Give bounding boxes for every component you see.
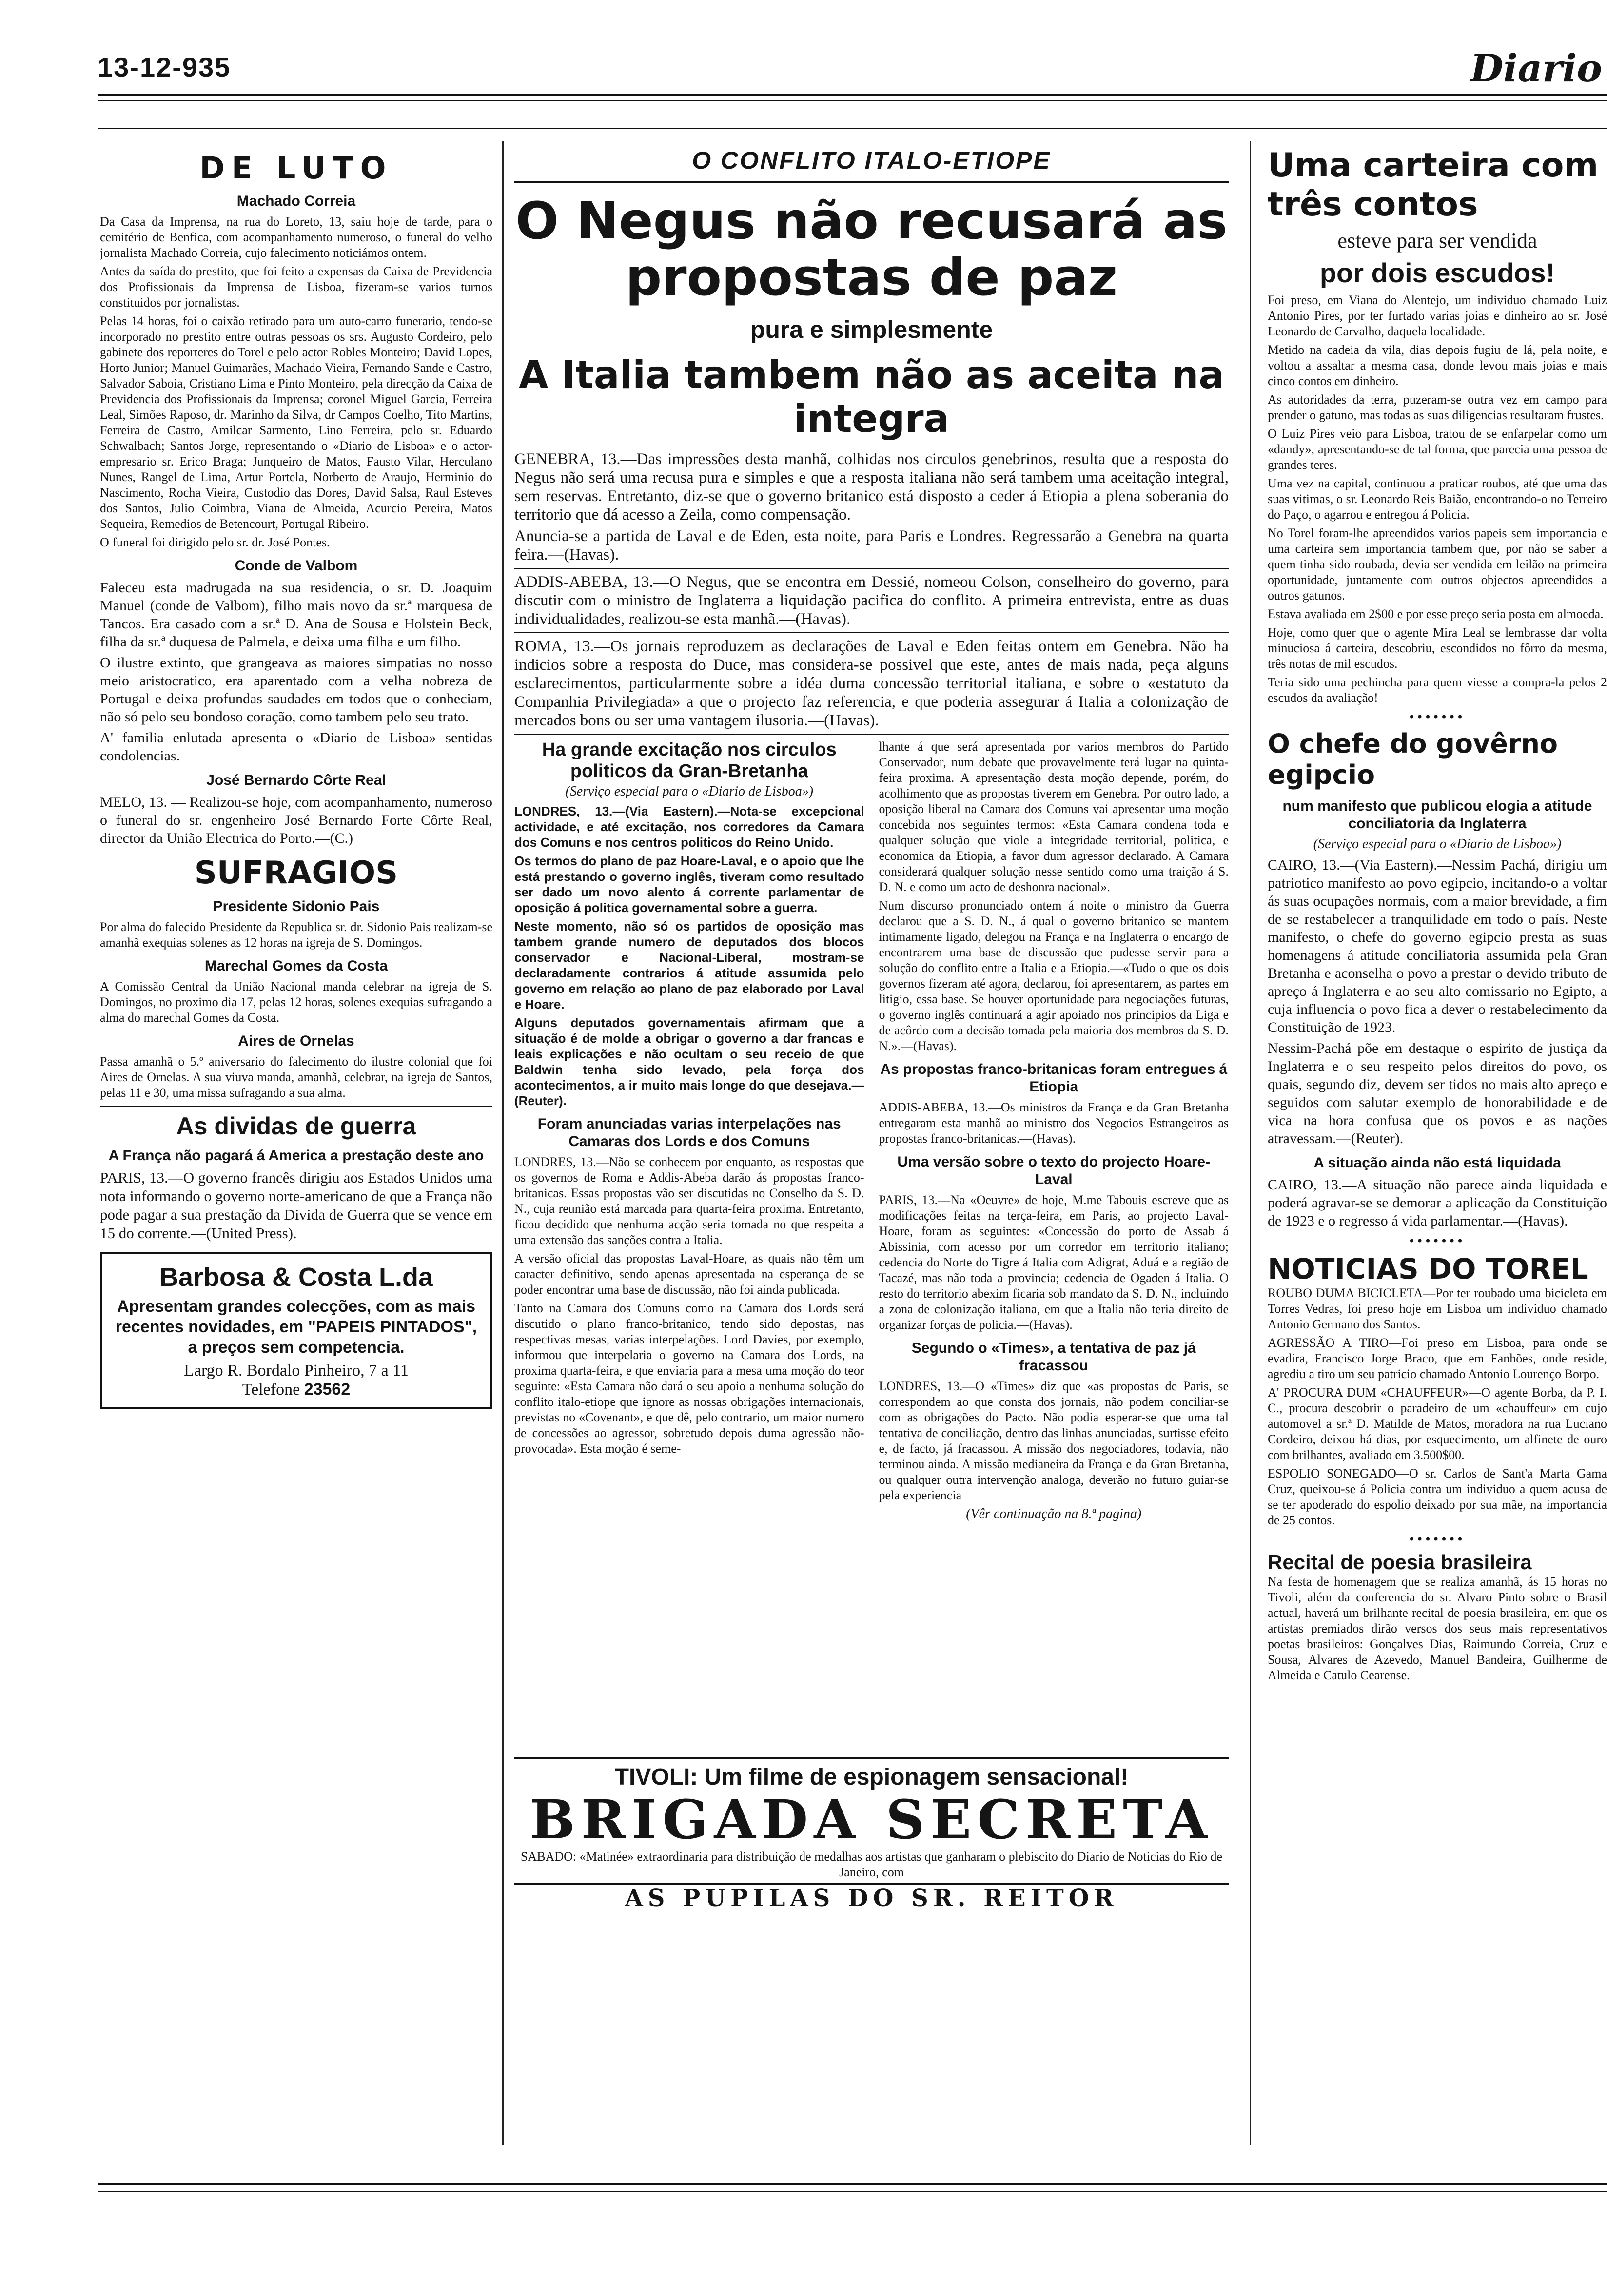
cont-p1: lhante á que será apresentada por varios membros do Partido Conservador, num debate que provavelmente terá lugar na quinta-feira proxima. A apresentação desta moção depende, porém, do acolhimento que as propostas tiverem em Genebra. Por outro lado, a oposição liberal na Camara dos Comuns vai apresentar uma moção concebida nos seguintes termos: «Esta Camara condena toda e qualquer solução que viole a integridade territorial, politica, e economica da Etiopia, a favor dum agressor declarado. A Camara considerará qualquer solução nesse sentido como uma traição á S. D. N. e como um acto de deshonra nacional». — [879, 739, 1229, 894]
carteira-sub: esteve para ser vendida — [1337, 229, 1537, 253]
egipcio-p1: CAIRO, 13.—(Via Eastern).—Nessim Pachá, dirigiu um patriotico manifesto ao povo egipcio, incitando-o a voltar ás suas ocupações normais, com a maior brevidade, a fim de se restabelecer a tranquilidade em todo o país. Neste manifesto, o chefe do governo egipcio presta as suas homenagens á atitude conciliatoria assumida pela Gran Bretanha e aconselha o povo a prestar o devido tributo de apreço á Inglaterra e ao seu alto comissario no Egipto, a cuja influencia o povo fica a dever o restabelecimento da Constituição de 1923. — [1268, 857, 1607, 1035]
torel-p3: A' PROCURA DUM «CHAUFFEUR»—O agente Borba, da P. I. C., procura descobrir o paradeiro de um «chauffeur» em cujo automovel a sr.ª D. Matilde de Matos, moradora na rua Luciano Cordeiro, deixou há dias, por esquecimento, um alfinete de ouro com brilhantes, avaliado em 3.500$00. — [1268, 1385, 1607, 1462]
de-luto-p5: Faleceu esta madrugada na sua residencia, o sr. D. Joaquim Manuel (conde de Valbom), filho mais novo da sr.ª marquesa de Tancos. Era casado com a sr.ª D. Ana de Sousa e Holstein Beck, filha da sr.ª duquesa de Palmela, e deixa uma filha e um filho. — [100, 580, 492, 650]
de-luto-p6: O ilustre extinto, que grangeava as maiores simpatias no nosso meio aristocratico, era aparentado com a velha nobreza de Portugal e deixa profundas saudades em todos que o conheciam, não só pelo seu bondoso coração, como tambem pelo seu trato. — [100, 655, 492, 725]
carteira-p8: Hoje, como quer que o agente Mira Leal se lembrasse dar volta minuciosa á carteira, descobriu, escondidos no fôrro da mesma, três notas de mil escudos. — [1268, 625, 1607, 671]
de-luto-p8: MELO, 13. — Realizou-se hoje, com acompanhamento, numeroso o funeral do sr. engenheiro José Bernardo Forte Côrte Real, director da União Electrica do Porto.—(C.) — [100, 794, 492, 846]
de-luto-title: DE LUTO — [199, 150, 393, 186]
cont-sub-2: Uma versão sobre o texto do projecto Hoare-Laval — [897, 1154, 1211, 1187]
conflict-kicker: O CONFLITO ITALO-ETIOPE — [692, 147, 1051, 174]
torel-title: NOTICIAS DO TOREL — [1268, 1252, 1588, 1285]
sufragios-sub-3: Aires de Ornelas — [238, 1033, 354, 1049]
recital-title: Recital de poesia brasileira — [1268, 1551, 1532, 1574]
main-subhead: pura e simplesmente — [750, 316, 993, 343]
carteira-p4: O Luiz Pires veio para Lisboa, tratou de se enfarpelar como um «dandy», apresentando-se de tal forma, que parecia uma pessoa de grandes teres. — [1268, 427, 1607, 472]
tivoli-line1: TIVOLI: Um filme de espionagem sensacional! — [614, 1764, 1129, 1790]
ad-barbosa-address: Largo R. Bordalo Pinheiro, 7 a 11 — [184, 1362, 409, 1380]
column-divider-2 — [1250, 141, 1251, 2145]
top-rule-thin — [98, 100, 1607, 101]
right-column: Uma carteira com três contos esteve para ser vendida por dois escudos! Foi preso, em Viana do Alentejo, um individuo chamado Luiz Antonio Pires, por ter furtado varias joias e dinheiro ao sr. José Leonardo de Carvalho, daquela localidade. Metido na cadeia da vila, dias depois fugiu de lá, pela noite, e voltou a assaltar a mesma casa, donde levou mais joias e mais cinco contos em dinheiro. As autoridades da terra, puzeram-se outra vez em campo para prender o gatuno, mas todas as suas diligencias resultaram frustes. O Luiz Pires veio para Lisboa, tratou de se enfarpelar como um «dandy», apresentando-se de tal forma, que parecia uma pessoa de grandes teres. Uma vez na capital, continuou a praticar roubos, até que uma das suas vitimas, o sr. Leonardo Reis Baião, encontrando-o no Terreiro do Paço, o agarrou e entregou á Policia. No Torel foram-lhe apreendidos varios papeis sem importancia e uma carteira sem importancia tambem que, por não se saber a quem tinha sido roubada, devia ser vendida em leilão na primeira oportunidade, juntamente com outros objectos apreendidos a outros gatunos. Estava avaliada em 2$00 e por esse preço seria posta em almoeda. Hoje, como quer que o agente Mira Leal se lembrasse dar volta minuciosa á carteira, descobriu, escondidos no fôrro da mesma, três notas de mil escudos. Teria sido uma pechincha para quem viesse a compra-la pelos 2 escudos da avaliação! ••••••• O chefe do govêrno egipcio num manifesto que publicou elogia a atitude conciliatoria da Inglaterra (Serviço especial para o «Diario de Lisboa») CAIRO, 13.—(Via Eastern).—Nessim Pachá, dirigiu um patriotico manifesto ao povo egipcio, incitando-o a voltar ás suas ocupações normais, com a maior brevidade, a fim de se restabelecer a tranquilidade em todo o país. Neste manifesto, o chefe do governo egipcio presta as suas homenagens á atitude conciliatoria assumida pela Gran Bretanha e aconselha o povo a prestar o devido tributo de apreço á Inglaterra e ao seu alto comissario no Egipto, a cuja influencia o povo fica a dever o restabelecimento da Constituição de 1923. Nessim-Pachá põe em destaque o espirito de justiça da Inglaterra e o seu respeito pelos direitos do povo, os quais, segundo diz, devem ser tidos no mais alto apreço e seguidos com salutar exemplo de honorabilidade e de vica na hora confusa que os povos e as nações atravessam.—(Reuter). A situação ainda não está liquidada CAIRO, 13.—A situação não parece ainda liquidada e poderá agravar-se se demorar a aplicação da Constituição de 1923 e o regresso á vida parlamentar.—(Havas). ••••••• NOTICIAS DO TOREL ROUBO DUMA BICICLETA—Por ter roubado uma bicicleta em Torres Vedras, foi preso hoje em Lisboa um individuo chamado Antonio Germano dos Santos. AGRESSÃO A TIRO—Foi preso em Lisboa, para onde se evadira, Francisco Jorge Braco, que em Fanhões, onde reside, agrediu a tiro um seu patricio chamado Antonio Lourenço Borpo. A' PROCURA DUM «CHAUFFEUR»—O agente Borba, da P. I. C., procura descobrir o paradeiro de um «chauffeur» em cujo automovel a sr.ª D. Matilde de Matos, moradora na rua Luciano Cordeiro, deixou há dias, por esquecimento, um alfinete de ouro com brilhantes, avaliado em 3.500$00. ESPOLIO SONEGADO—O sr. Carlos de Sant'a Marta Gama Cruz, queixou-se á Policia contra um individuo a quem acusa de se ter apoderado do espolio deixado por sua mãe, na importancia de 25 contos. ••••••• Recital de poesia brasileira Na festa de homenagem que se realiza amanhã, ás 15 horas no Tivoli, além da conferencia do sr. Alvaro Pinto sobre o Brasil actual, haverá um brilhante recital de poesia brasileira, em que os artistas premiados dirão versos dos seus mais representativos poetas brasileiros: Gonçalves Dias, Raimundo Correia, Cruz e Sousa, Alvares de Azevedo, Manuel Bandeira, Guilherme de Almeida e Catulo Cearense. — [1268, 146, 1607, 1682]
de-luto-p2: Antes da saída do prestito, que foi feito a expensas da Caixa de Previdencia dos Profissionais da Imprensa de Lisboa, fizeram-se varios turnos constituidos por jornalistas. — [100, 264, 492, 310]
egipcio-p3: CAIRO, 13.—A situação não parece ainda liquidada e poderá agravar-se se demorar a aplicação da Constituição de 1923 e o regresso á vida parlamentar.—(Havas). — [1268, 1177, 1607, 1229]
carteira-p6: No Torel foram-lhe apreendidos varios papeis sem importancia e uma carteira sem importancia tambem que, por não se saber a quem tinha sido roubada, devia ser vendida em leilão na primeira oportunidade, juntamente com outros objectos apreendidos a outros gatunos. — [1268, 526, 1607, 603]
sufragios-p3: Passa amanhã o 5.º aniversario do falecimento do ilustre colonial que foi Aires de Ornelas. A sua viuva manda, amanhã, celebrar, na igreja de Santos, pelas 11 e 30, uma missa sufragando a sua alma. — [100, 1054, 492, 1100]
ad-barbosa-phone-label: Telefone — [242, 1381, 300, 1399]
uk-p4: Alguns deputados governamentais afirmam que a situação é de molde a obrigar o governo a dar francas e leais explicações e não ocultam o seu receio de que Baldwin tenha sido levado, pela força dos acontecimentos, a ir muito mais longe do que desejava.—(Reuter). — [514, 1015, 864, 1108]
recital-p1: Na festa de homenagem que se realiza amanhã, ás 15 horas no Tivoli, além da conferencia do sr. Alvaro Pinto sobre o Brasil actual, haverá um brilhante recital de poesia brasileira, em que os artistas premiados dirão versos dos seus mais representativos poetas brasileiros: Gonçalves Dias, Raimundo Correia, Cruz e Sousa, Alvares de Azevedo, Manuel Bandeira, Guilherme de Almeida e Catulo Cearense. — [1268, 1575, 1607, 1682]
egipcio-sub: num manifesto que publicou elogia a atitude conciliatoria da Inglaterra — [1282, 798, 1592, 832]
egipcio-title: O chefe do govêrno egipcio — [1268, 728, 1558, 790]
de-luto-p3: Pelas 14 horas, foi o caixão retirado para um auto-carro funerario, tendo-se incorporado no prestito entre outras pessoas os srs. Augusto Cordeiro, pelo gabinete dos reporteres do Torel e pelo actor Robles Monteiro; David Lopes, Horto Junior; Manuel Guimarães, Machado Vieira, Fernando Sande e Castro, Salvador Saboia, Cristiano Lima e Pinto Monteiro, pela direcção da Caixa de Previdencia dos Profissionais da Imprensa; coronel Miguel Garcia, Ferreira Leal, Simões Raposo, dr. Marinho da Silva, dr Campos Coelho, Tito Martins, Ferreira de Castro, Amilcar Sarmento, Lino Ferreira, pelo sr. Eduardo Schwalbach; Santos Jorge, representando o «Diario de Lisboa» e o actor-empresario sr. Erico Braga; Junqueiro de Matos, Fausto Vilar, Herculano Nunes, Rangel de Lima, Artur Portela, Norberto de Araujo, Herminio do Nascimento, Rocha Vieira, Custodio das Dores, David Salsa, Raul Esteves dos Santos, Julio Coimbra, Viana de Almeida, Acurcio Pereira, Matos Sequeira, Remedios de Betencourt, Portugal Ribeiro. — [100, 314, 492, 531]
de-luto-sub-2: Conde de Valbom — [235, 558, 358, 574]
dividas-sub: A França não pagará á America a prestação deste ano — [108, 1148, 484, 1164]
ad-barbosa-line: Apresentam grandes colecções, com as mais recentes novidades, em "PAPEIS PINTADOS", a preços sem competencia. — [115, 1297, 477, 1357]
uk-p2: Os termos do plano de paz Hoare-Laval, e o apoio que lhe está prestando o governo inglês, tiveram como resultado ser dado um novo alento á corrente parlamentar de oposição á politica governamental sobre a guerra. — [514, 854, 864, 915]
egipcio-p2: Nessim-Pachá põe em destaque o espirito de justiça da Inglaterra e o seu respeito pelos direitos do povo, os quais, segundo diz, devem ser tidos no mais alto apreço e seguidos com salutar exemplo de honorabilidade e de vica na hora confusa que os povos e as nações atravessam.—(Reuter). — [1268, 1040, 1607, 1147]
tivoli-line2: SABADO: «Matinée» extraordinaria para distribuição de medalhas aos artistas que ganharam o plebiscito do Diario de Noticias do Rio de Janeiro, com — [521, 1849, 1222, 1879]
article-continuation-column — [879, 739, 1229, 1753]
torel-p1: ROUBO DUMA BICICLETA—Por ter roubado uma bicicleta em Torres Vedras, foi preso hoje em Lisboa um individuo chamado Antonio Germano dos Santos. — [1268, 1286, 1607, 1331]
article-uk-column — [514, 739, 864, 1753]
continued-note: (Vêr continuação na 8.ª pagina) — [966, 1506, 1142, 1521]
cont-p5: LONDRES, 13.—O «Times» diz que «as propostas de Paris, se correspondem ao que consta dos jornais, não podem conciliar-se com as obrigações do Pacto. Não podia esperar-se que uma tal tentativa de conciliação, dentro das linhas anunciadas, surtisse efeito e, de facto, já fracassou. A missão dos negociadores, todavia, não terminou ainda. A missão medianeira da França e da Gran Bretanha, ou qualquer outra intervenção analoga, deverão no futuro guiar-se pela experiencia — [879, 1379, 1229, 1502]
torel-p4: ESPOLIO SONEGADO—O sr. Carlos de Sant'a Marta Gama Cruz, queixou-se á Policia contra um individuo a quem acusa de se ter apoderado do espolio deixado por sua mãe, na importancia de 25 contos. — [1268, 1466, 1607, 1527]
tivoli-title: BRIGADA SECRETA — [529, 1788, 1214, 1851]
uk-p3: Neste momento, não só os partidos de oposição mas tambem grande numero de deputados dos blocos conservador e Nacional-Liberal, mostram-se declaradamente contrarios á atitude assumida pelo governo em relação ao plano de paz elaborado por Laval e Hoare. — [514, 919, 864, 1012]
de-luto-sub-3: José Bernardo Côrte Real — [206, 772, 386, 788]
bottom-rule — [98, 2183, 1607, 2185]
ad-barbosa — [100, 1252, 492, 1409]
carteira-p3: As autoridades da terra, puzeram-se outra vez em campo para prender o gatuno, mas todas as suas diligencias resultaram frustes. — [1268, 392, 1607, 422]
sufragios-p2: A Comissão Central da União Nacional manda celebrar na igreja de S. Domingos, no proximo dia 17, pelas 12 horas, solenes exequias sufragando a alma do marechal Gomes da Costa. — [100, 979, 492, 1025]
left-column — [100, 146, 492, 2125]
ad-barbosa-name: Barbosa & Costa L.da — [159, 1263, 433, 1292]
dividas-p1: PARIS, 13.—O governo francês dirigiu aos Estados Unidos uma nota informando o governo norte-americano de que a França não pode pagar a sua prestação da Divida de Guerra que se vence em 15 do corrente.—(United Press). — [100, 1169, 492, 1242]
ad-tivoli — [514, 1764, 1229, 1912]
main-p1: GENEBRA, 13.—Das impressões desta manhã, colhidas nos circulos genebrinos, resulta que a resposta do Negus não será uma recusa pura e simples e que a resposta italiana não será tambem uma aceitação integral, sem reservas. Entretanto, diz-se que o governo britanico está disposto a ceder á Etiopia a plena soberania do territorio que dá acesso a Zeila, como compensação. — [514, 450, 1229, 524]
de-luto-sub-1: Machado Correia — [236, 193, 356, 209]
carteira-p1: Foi preso, em Viana do Alentejo, um individuo chamado Luiz Antonio Pires, por ter furtado varias joias e dinheiro ao sr. José Leonardo de Carvalho, daquela localidade. — [1268, 293, 1607, 338]
uk-title: Ha grande excitação nos circulos politicos da Gran-Bretanha — [542, 739, 837, 781]
cont-p3: ADDIS-ABEBA, 13.—Os ministros da França e da Gran Bretanha entregaram esta manhã ao ministro dos Negocios Estrangeiros as propostas franco-britanicas.—(Havas). — [879, 1100, 1229, 1146]
page-date: 13-12-935 — [98, 52, 231, 82]
sufragios-title: SUFRAGIOS — [194, 855, 398, 891]
cont-sub-3: Segundo o «Times», a tentativa de paz já fracassou — [911, 1340, 1196, 1374]
main-p4: ROMA, 13.—Os jornais reproduzem as declarações de Laval e Eden feitas ontem em Genebra. Não ha indicios sobre a resposta do Duce, mas considera-se possivel que este, antes de mais nada, peça alguns esclarecimentos, particularmente sobre a idéa duma concessão territorial italiana, e sobre o «estatuto da Companhia Privilegiada» a que o projecto faz referencia, e que poderia assegurar á Italia a colonização de mercados bons ou ser uma vantagem ilusoria.—(Havas). — [514, 638, 1229, 729]
uk-sub-2: Foram anunciadas varias interpelações nas Camaras dos Lords e dos Comuns — [537, 1116, 841, 1149]
bottom-rule-thin — [98, 2191, 1607, 2192]
masthead: Diario — [1470, 46, 1602, 91]
egipcio-sub-2: A situação ainda não está liquidada — [1313, 1155, 1561, 1171]
carteira-p2: Metido na cadeia da vila, dias depois fugiu de lá, pela noite, e voltou a assaltar a mesma casa, donde levou mais joias e mais cinco contos em dinheiro. — [1268, 343, 1607, 388]
tivoli-line3: AS PUPILAS DO SR. REITOR — [514, 1883, 1229, 1912]
carteira-title: Uma carteira com três contos — [1268, 146, 1599, 224]
egipcio-service: (Serviço especial para o «Diario de Lisboa») — [1313, 837, 1562, 852]
uk-p1: LONDRES, 13.—(Via Eastern).—Nota-se excepcional actividade, e até excitação, nos corredores da Camara dos Comuns e nos centros politicos do Reino Unido. — [514, 804, 864, 850]
torel-p2: AGRESSÃO A TIRO—Foi preso em Lisboa, para onde se evadira, Francisco Jorge Braco, que em Fanhões, onde reside, agrediu a tiro um seu patricio chamado Antonio Lourenço Borpo. — [1268, 1336, 1607, 1381]
de-luto-p7: A' familia enlutada apresenta o «Diario de Lisboa» sentidas condolencias. — [100, 730, 492, 764]
uk-p6: A versão oficial das propostas Laval-Hoare, as quais não têm um caracter definitivo, sendo apenas apresentada na esperança de se poder encontrar uma base de discussão, não foi ainda publicada. — [514, 1251, 864, 1297]
carteira-p9: Teria sido uma pechincha para quem viesse a compra-la pelos 2 escudos da avaliação! — [1268, 675, 1607, 705]
sufragios-p1: Por alma do falecido Presidente da Republica sr. dr. Sidonio Pais realizam-se amanhã exequias solenes as 12 horas na igreja de S. Domingos. — [100, 920, 492, 950]
carteira-p7: Estava avaliada em 2$00 e por esse preço seria posta em almoeda. — [1268, 607, 1604, 621]
center-column — [514, 146, 1229, 2155]
uk-p7: Tanto na Camara dos Comuns como na Camara dos Lords será discutido o plano franco-britanico, tendo sido depostas, nas respectivas mesas, varias interpelações. Lord Davies, por exemplo, informou que interpelaria o governo na Camara dos Lords, na proxima quarta-feira, e que enviaria para a mesa uma moção do teor seguinte: «Esta Camara não dará o seu apoio a nenhuma solução do conflito italo-etiope que ignore as nossas obrigações internacionais, previstas no «Covenant», e que dê, pelo contrario, um maior numero de concessões ao agressor, sobretudo depois duma agressão não-provocada». Esta moção é seme- — [514, 1301, 864, 1456]
sufragios-sub-1: Presidente Sidonio Pais — [213, 898, 380, 915]
column-divider-1 — [502, 141, 504, 2145]
headline-2: A Italia tambem não as aceita na integra — [519, 353, 1224, 441]
de-luto-p1: Da Casa da Imprensa, na rua do Loreto, 13, saiu hoje de tarde, para o cemitério de Benfica, com acompanhamento numeroso, o funeral do velho jornalista Machado Correia, cujo falecimento noticiámos ontem. — [100, 214, 492, 260]
main-p3: ADDIS-ABEBA, 13.—O Negus, que se encontra em Dessié, nomeou Colson, conselheiro do governo, para discutir com o ministro de Inglaterra a liquidação pacifica do conflito. A primeira entrevista, entre as duas individualidades, realizou-se esta manhã.—(Havas). — [514, 573, 1229, 628]
top-rule — [98, 94, 1607, 96]
main-p2: Anuncia-se a partida de Laval e de Eden, esta noite, para Paris e Londres. Regressarão a Genebra na quarta feira.—(Havas). — [514, 527, 1229, 564]
sufragios-sub-2: Marechal Gomes da Costa — [204, 958, 388, 974]
carteira-sub-2: por dois escudos! — [1319, 257, 1555, 288]
carteira-p5: Uma vez na capital, continuou a praticar roubos, até que uma das suas vitimas, o sr. Leonardo Reis Baião, encontrando-o no Terreiro do Paço, o agarrou e entregou á Policia. — [1268, 476, 1607, 522]
top-rule-lower — [98, 128, 1607, 129]
dividas-title: As dividas de guerra — [176, 1112, 416, 1140]
ad-barbosa-phone: 23562 — [304, 1380, 351, 1399]
cont-p2: Num discurso pronunciado ontem á noite o ministro da Guerra declarou que a S. D. N., á qual o governo britanico se mantem intimamente ligado, delegou na França e na Inglaterra o encargo de encontrarem uma base de discussão que pudesse servir para a solução do conflito entre a Italia e a Etiopia.—«Tudo o que os dois governos fizeram até agora, declarou, foi apresentarem, as partes em litigio, essa base. Se houver oportunidade para negociações futuras, o governo inglês continuará a agir apoiado nos principios da Liga e de acôrdo com a decisão tomada pela maioria dos membros da S. D. N.».—(Havas). — [879, 898, 1229, 1053]
main-headline: O Negus não recusará as propostas de paz — [515, 191, 1228, 307]
cont-sub-1: As propostas franco-britanicas foram entregues á Etiopia — [880, 1061, 1228, 1095]
cont-p4: PARIS, 13.—Na «Oeuvre» de hoje, M.me Tabouis escreve que as modificações feitas na terça-feira, em Paris, ao projecto Laval-Hoare, foram as seguintes: «Concessão do porto de Assab á Abissinia, com acesso por um corredor em territorio italiano; cedencia do Norte do Tigre á Italia com Adigrat, Aduá e a região de Tacazé, mas não toda a provincia; cedencia de Ogaden á Italia. O resto do territorio abexim ficaria sob mandato da S. D. N., incluindo a zona de colonização italiana, em que a Italia não teria direito de organizar forças de policia.—(Havas). — [879, 1193, 1229, 1332]
de-luto-p4: O funeral foi dirigido pelo sr. dr. José Pontes. — [100, 535, 330, 549]
uk-p5: LONDRES, 13.—Não se conhecem por enquanto, as respostas que os governos de Roma e Addis-Abeba darão ás propostas franco-britanicas. Essas propostas vão ser discutidas no Conselho da S. D. N., cuja reunião está marcada para quarta-feira proxima. Entretanto, ficou decidido que nenhuma acção seria tomada no que respeita a uma extensão das sanções contra a Italia. — [514, 1155, 864, 1247]
uk-service: (Serviço especial para o «Diario de Lisboa») — [565, 784, 814, 799]
